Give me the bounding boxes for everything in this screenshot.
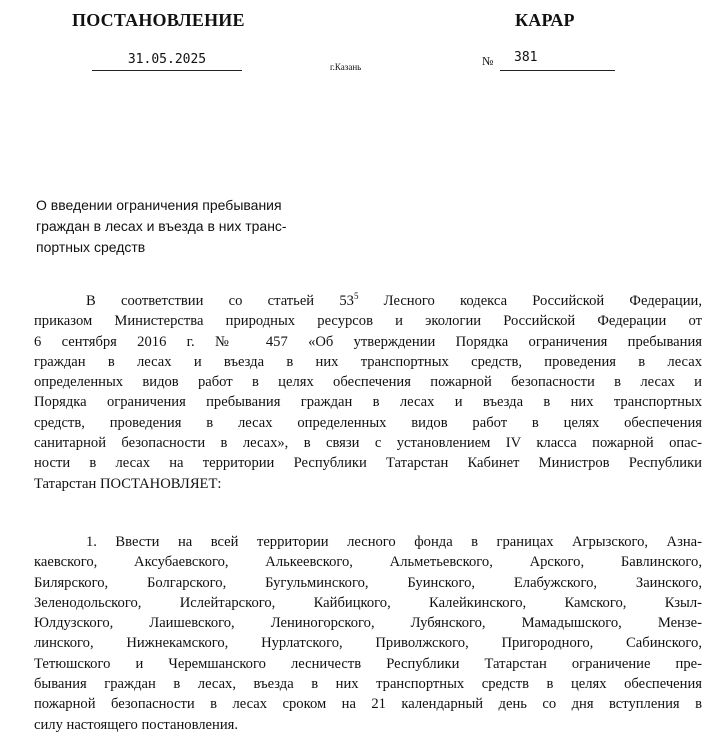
subject-line: портных средств [36,239,146,255]
paragraph-line [34,291,702,311]
number-sign: № [482,54,494,68]
paragraph-line: Тетюшского и Черемшанского лесничеств Республики Татарстан ограничение пре- [34,655,702,672]
paragraph-line: 6 сентября 2016 г. № 457 «Об утверждении Порядка ограничения пребывания [34,333,702,350]
paragraph-line: Татарстан ПОСТАНОВЛЯЕТ: [34,475,222,492]
line-text: В соответствии со статьей 53 [86,293,354,309]
subject-line: О введении ограничения пребывания [36,197,282,213]
subject-heading [36,195,287,258]
paragraph-line: граждан в лесах и въезда в них транспортных средств, проведения в лесах [34,353,702,370]
paragraph-line: силу настоящего постановления. [34,716,239,733]
paragraph-line: пожарной безопасности в лесах сроком на 21 календарный день со дня вступления в [34,696,702,713]
paragraph-line: ности в лесах на территории Республики Татарстан Кабинет Министров Республики [34,455,702,472]
article-superscript: 5 [353,291,359,302]
paragraph-line: Зеленодольского, Ислейтарского, Кайбицкого, Калейкинского, Камского, Кзыл- [34,594,702,611]
date-field [92,50,242,71]
line-text: Лесного кодекса Российской Федерации, [358,293,702,309]
city-label: г.Казань [330,62,362,72]
document-date: 31.05.2025 [127,52,207,67]
clause-1-paragraph [34,532,702,735]
paragraph-line: санитарной безопасности в лесах», в связи с установлением IV класса пожарной опас- [34,435,702,452]
document-type-title: ПОСТАНОВЛЕНИЕ [72,10,245,30]
paragraph-line: Юлдузского, Лаишевского, Лениногорского, Лубянского, Мамадышского, Мензе- [34,615,702,632]
paragraph-line: линского, Нижнекамского, Нурлатского, Приволжского, Пригородного, Сабинского, [34,635,702,652]
paragraph-line: каевского, Аксубаевского, Алькеевского, Альметьевского, Арского, Бавлинского, [34,554,702,571]
paragraph-line: приказом Министерства природных ресурсов и экологии Российской Федерации от [34,313,702,330]
paragraph-line: средств, проведения в лесах определенных видов работ в целях обеспечения [34,414,702,431]
subject-line: граждан в лесах и въезда в них транс- [36,218,287,234]
paragraph-line: бывания граждан в лесах, въезда в них транспортных средств в целях обеспечения [34,676,702,693]
number-field [500,50,615,71]
document-number: 381 [514,50,538,65]
document-type-title-tatar: КАРАР [515,10,575,30]
paragraph-line: 1. Ввести на всей территории лесного фонда в границах Агрызского, Азна- [86,534,702,550]
paragraph-line: Порядка ограничения пребывания граждан в лесах и въезда в них транспортных [34,394,702,411]
paragraph-line: определенных видов работ в целях обеспечения пожарной безопасности в лесах и [34,374,702,391]
paragraph-line: Билярского, Болгарского, Бугульминского, Буинского, Елабужского, Заинского, [34,574,702,591]
preamble-paragraph [34,291,702,494]
